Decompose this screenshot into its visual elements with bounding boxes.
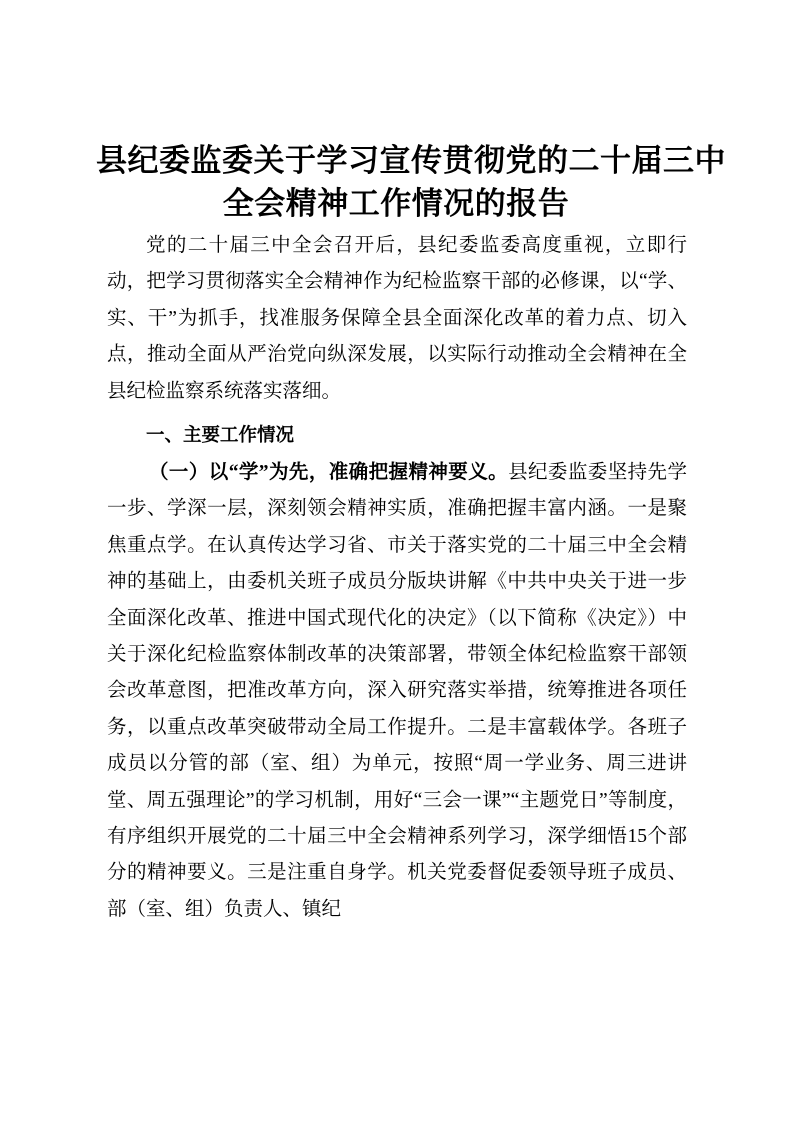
section-heading-main-work: 一、主要工作情况 <box>146 425 295 446</box>
document-title-line-2: 全会精神工作情况的报告 <box>222 186 570 222</box>
subsection-1-paragraph <box>107 455 687 928</box>
subsection-1-body: 县纪委监委坚持先学一步、学深一层，深刻领会精神实质，准确把握丰富内涵。一是聚焦重点学。在认真传达学习省、市关于落实党的二十届三中全会精神的基础上，由委机关班子成员分版块讲解《中共中央关于进一步全面深化改革、推进中国式现代化的决定》（以下简称《决定》）中关于深化纪检监察体制改革的决策部署，带领全体纪检监察干部领会改革意图，把准改革方向，深入研究落实举措，统筹推进各项任务，以重点改革突破带动全局工作提升。二是丰富载体学。各班子成员以分管的部（室、组）为单元，按照“周一学业务、周三进讲堂、周五强理论”的学习机制，用好“三会一课”“主题党日”等制度，有序组织开展党的二十届三中全会精神系列学习，深学细悟15个部分的精神要义。三是注重自身学。机关党委督促委领导班子成员、部（室、组）负责人、镇纪 <box>107 462 687 920</box>
subsection-1-lead: （一）以“学”为先，准确把握精神要义。 <box>149 462 509 483</box>
intro-paragraph: 党的二十届三中全会召开后，县纪委监委高度重视，立即行动，把学习贯彻落实全会精神作为纪检监察干部的必修课，以“学、实、干”为抓手，找准服务保障全县全面深化改革的着力点、切入点，推动全面从严治党向纵深发展，以实际行动推动全会精神在全县纪检监察系统落实落细。 <box>107 235 687 402</box>
document-title-line-1: 县纪委监委关于学习宣传贯彻党的二十届三中 <box>96 143 726 179</box>
